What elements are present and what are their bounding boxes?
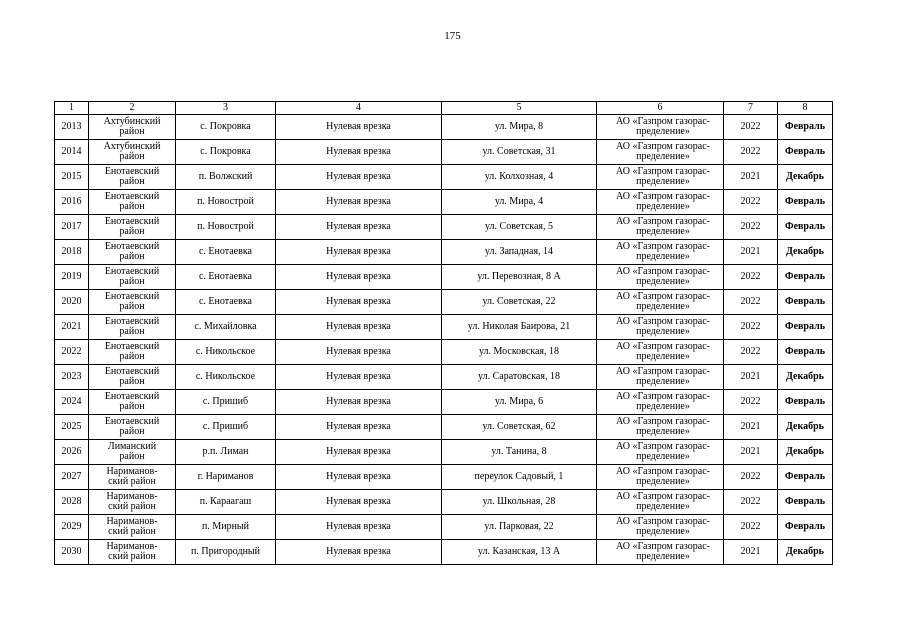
district-line-2: ский район <box>108 551 156 562</box>
address-cell: ул. Западная, 14 <box>442 240 597 265</box>
table-row <box>55 490 833 515</box>
work-type-cell: Нулевая врезка <box>276 315 442 340</box>
district-cell <box>89 115 176 140</box>
year-cell: 2021 <box>724 365 778 390</box>
year-cell: 2022 <box>724 515 778 540</box>
row-number: 2022 <box>55 340 89 365</box>
organization-line-2: пределение» <box>636 426 690 437</box>
table-row <box>55 390 833 415</box>
organization-line-2: пределение» <box>636 126 690 137</box>
district-line-1: Нариманов- <box>106 516 158 527</box>
organization-cell <box>597 440 724 465</box>
work-type-cell: Нулевая врезка <box>276 540 442 565</box>
organization-line-2: пределение» <box>636 276 690 287</box>
district-line-1: Енотаевский <box>104 241 160 252</box>
address-cell: ул. Мира, 4 <box>442 190 597 215</box>
row-number: 2025 <box>55 415 89 440</box>
organization-line-1: АО «Газпром газорас- <box>616 216 710 227</box>
settlement-cell: с. Пришиб <box>176 390 276 415</box>
month-cell: Февраль <box>778 315 833 340</box>
year-cell: 2022 <box>724 315 778 340</box>
district-cell <box>89 415 176 440</box>
organization-line-1: АО «Газпром газорас- <box>616 116 710 127</box>
address-cell: ул. Советская, 5 <box>442 215 597 240</box>
row-number: 2017 <box>55 215 89 240</box>
district-line-2: район <box>119 376 145 387</box>
address-cell: ул. Колхозная, 4 <box>442 165 597 190</box>
settlement-cell: п. Караагаш <box>176 490 276 515</box>
district-cell <box>89 290 176 315</box>
organization-cell <box>597 290 724 315</box>
row-number: 2024 <box>55 390 89 415</box>
month-cell: Февраль <box>778 140 833 165</box>
header-cell-2: 2 <box>89 102 176 115</box>
organization-cell <box>597 490 724 515</box>
organization-cell <box>597 165 724 190</box>
organization-line-2: пределение» <box>636 526 690 537</box>
settlement-cell: п. Пригородный <box>176 540 276 565</box>
district-line-1: Ахтубинский <box>103 141 161 152</box>
organization-line-2: пределение» <box>636 551 690 562</box>
organization-line-2: пределение» <box>636 451 690 462</box>
row-number: 2013 <box>55 115 89 140</box>
organization-line-1: АО «Газпром газорас- <box>616 441 710 452</box>
month-cell: Декабрь <box>778 540 833 565</box>
address-cell: ул. Мира, 8 <box>442 115 597 140</box>
organization-line-2: пределение» <box>636 376 690 387</box>
address-cell: ул. Школьная, 28 <box>442 490 597 515</box>
settlement-cell: р.п. Лиман <box>176 440 276 465</box>
district-cell <box>89 515 176 540</box>
organization-line-2: пределение» <box>636 401 690 412</box>
table-row <box>55 440 833 465</box>
district-cell <box>89 440 176 465</box>
year-cell: 2022 <box>724 490 778 515</box>
year-cell: 2022 <box>724 140 778 165</box>
month-cell: Февраль <box>778 115 833 140</box>
work-type-cell: Нулевая врезка <box>276 340 442 365</box>
table-row <box>55 140 833 165</box>
table-row <box>55 540 833 565</box>
district-cell <box>89 240 176 265</box>
organization-cell <box>597 365 724 390</box>
row-number: 2030 <box>55 540 89 565</box>
organization-line-1: АО «Газпром газорас- <box>616 341 710 352</box>
work-type-cell: Нулевая врезка <box>276 415 442 440</box>
address-cell: ул. Казанская, 13 А <box>442 540 597 565</box>
month-cell: Декабрь <box>778 240 833 265</box>
row-number: 2028 <box>55 490 89 515</box>
organization-line-2: пределение» <box>636 476 690 487</box>
year-cell: 2022 <box>724 290 778 315</box>
year-cell: 2022 <box>724 115 778 140</box>
district-line-2: район <box>119 401 145 412</box>
district-line-2: район <box>119 151 145 162</box>
settlement-cell: с. Пришиб <box>176 415 276 440</box>
month-cell: Декабрь <box>778 415 833 440</box>
table-row <box>55 165 833 190</box>
organization-cell <box>597 540 724 565</box>
work-type-cell: Нулевая врезка <box>276 240 442 265</box>
organization-line-1: АО «Газпром газорас- <box>616 191 710 202</box>
organization-line-2: пределение» <box>636 501 690 512</box>
district-line-1: Лиманский <box>107 441 157 452</box>
work-type-cell: Нулевая врезка <box>276 215 442 240</box>
district-line-1: Енотаевский <box>104 191 160 202</box>
district-cell <box>89 315 176 340</box>
row-number: 2020 <box>55 290 89 315</box>
organization-line-2: пределение» <box>636 226 690 237</box>
organization-line-2: пределение» <box>636 201 690 212</box>
header-cell-7: 7 <box>724 102 778 115</box>
organization-cell <box>597 515 724 540</box>
district-cell <box>89 140 176 165</box>
year-cell: 2021 <box>724 540 778 565</box>
district-line-2: район <box>119 126 145 137</box>
month-cell: Февраль <box>778 340 833 365</box>
settlement-cell: п. Волжский <box>176 165 276 190</box>
address-cell: ул. Перевозная, 8 А <box>442 265 597 290</box>
row-number: 2018 <box>55 240 89 265</box>
header-cell-8: 8 <box>778 102 833 115</box>
organization-line-1: АО «Газпром газорас- <box>616 291 710 302</box>
work-type-cell: Нулевая врезка <box>276 115 442 140</box>
work-type-cell: Нулевая врезка <box>276 190 442 215</box>
address-cell: переулок Садовый, 1 <box>442 465 597 490</box>
year-cell: 2021 <box>724 165 778 190</box>
work-type-cell: Нулевая врезка <box>276 390 442 415</box>
settlement-cell: с. Михайловка <box>176 315 276 340</box>
district-line-1: Енотаевский <box>104 316 160 327</box>
organization-line-2: пределение» <box>636 151 690 162</box>
table-row <box>55 240 833 265</box>
month-cell: Февраль <box>778 265 833 290</box>
month-cell: Февраль <box>778 390 833 415</box>
organization-line-1: АО «Газпром газорас- <box>616 366 710 377</box>
district-cell <box>89 265 176 290</box>
settlement-cell: с. Никольское <box>176 340 276 365</box>
registry-table <box>54 101 833 565</box>
table-body <box>55 115 833 565</box>
table-row <box>55 340 833 365</box>
header-cell-1: 1 <box>55 102 89 115</box>
district-line-1: Енотаевский <box>104 416 160 427</box>
organization-line-1: АО «Газпром газорас- <box>616 516 710 527</box>
district-line-1: Нариманов- <box>106 491 158 502</box>
organization-line-1: АО «Газпром газорас- <box>616 316 710 327</box>
district-line-2: район <box>119 201 145 212</box>
district-line-2: район <box>119 251 145 262</box>
table-row <box>55 415 833 440</box>
page-number: 175 <box>444 30 461 42</box>
settlement-cell: г. Нариманов <box>176 465 276 490</box>
district-cell <box>89 340 176 365</box>
district-line-1: Ахтубинский <box>103 116 161 127</box>
address-cell: ул. Советская, 22 <box>442 290 597 315</box>
year-cell: 2022 <box>724 340 778 365</box>
header-cell-5: 5 <box>442 102 597 115</box>
table-header <box>55 102 833 115</box>
organization-cell <box>597 265 724 290</box>
settlement-cell: п. Мирный <box>176 515 276 540</box>
month-cell: Декабрь <box>778 440 833 465</box>
year-cell: 2022 <box>724 215 778 240</box>
address-cell: ул. Николая Баирова, 21 <box>442 315 597 340</box>
settlement-cell: с. Покровка <box>176 115 276 140</box>
settlement-cell: с. Енотаевка <box>176 290 276 315</box>
organization-line-2: пределение» <box>636 351 690 362</box>
district-line-2: район <box>119 451 145 462</box>
organization-line-2: пределение» <box>636 176 690 187</box>
month-cell: Февраль <box>778 515 833 540</box>
row-number: 2027 <box>55 465 89 490</box>
district-line-1: Енотаевский <box>104 341 160 352</box>
work-type-cell: Нулевая врезка <box>276 515 442 540</box>
row-number: 2014 <box>55 140 89 165</box>
district-line-2: район <box>119 301 145 312</box>
settlement-cell: с. Покровка <box>176 140 276 165</box>
row-number: 2015 <box>55 165 89 190</box>
organization-line-2: пределение» <box>636 326 690 337</box>
organization-cell <box>597 390 724 415</box>
organization-line-1: АО «Газпром газорас- <box>616 466 710 477</box>
address-cell: ул. Танина, 8 <box>442 440 597 465</box>
row-number: 2016 <box>55 190 89 215</box>
district-cell <box>89 390 176 415</box>
settlement-cell: с. Никольское <box>176 365 276 390</box>
organization-cell <box>597 215 724 240</box>
month-cell: Февраль <box>778 490 833 515</box>
table-row <box>55 515 833 540</box>
settlement-cell: п. Новострой <box>176 215 276 240</box>
header-cell-6: 6 <box>597 102 724 115</box>
organization-cell <box>597 340 724 365</box>
district-line-1: Нариманов- <box>106 541 158 552</box>
work-type-cell: Нулевая врезка <box>276 490 442 515</box>
year-cell: 2021 <box>724 440 778 465</box>
organization-cell <box>597 240 724 265</box>
organization-cell <box>597 190 724 215</box>
table-row <box>55 365 833 390</box>
work-type-cell: Нулевая врезка <box>276 140 442 165</box>
year-cell: 2022 <box>724 465 778 490</box>
year-cell: 2022 <box>724 190 778 215</box>
year-cell: 2022 <box>724 265 778 290</box>
district-line-1: Енотаевский <box>104 291 160 302</box>
address-cell: ул. Парковая, 22 <box>442 515 597 540</box>
settlement-cell: с. Енотаевка <box>176 265 276 290</box>
table-row <box>55 315 833 340</box>
district-line-2: район <box>119 176 145 187</box>
district-line-2: ский район <box>108 501 156 512</box>
year-cell: 2021 <box>724 240 778 265</box>
organization-line-1: АО «Газпром газорас- <box>616 416 710 427</box>
month-cell: Декабрь <box>778 365 833 390</box>
organization-line-1: АО «Газпром газорас- <box>616 491 710 502</box>
header-cell-3: 3 <box>176 102 276 115</box>
address-cell: ул. Советская, 31 <box>442 140 597 165</box>
district-line-1: Енотаевский <box>104 266 160 277</box>
row-number: 2021 <box>55 315 89 340</box>
month-cell: Февраль <box>778 465 833 490</box>
year-cell: 2021 <box>724 415 778 440</box>
table-row <box>55 465 833 490</box>
address-cell: ул. Мира, 6 <box>442 390 597 415</box>
district-cell <box>89 540 176 565</box>
row-number: 2023 <box>55 365 89 390</box>
organization-cell <box>597 465 724 490</box>
organization-cell <box>597 140 724 165</box>
organization-line-1: АО «Газпром газорас- <box>616 541 710 552</box>
address-cell: ул. Советская, 62 <box>442 415 597 440</box>
table-row <box>55 115 833 140</box>
organization-cell <box>597 415 724 440</box>
table-row <box>55 290 833 315</box>
district-line-2: ский район <box>108 476 156 487</box>
district-line-2: район <box>119 226 145 237</box>
district-cell <box>89 215 176 240</box>
organization-line-1: АО «Газпром газорас- <box>616 141 710 152</box>
district-line-1: Енотаевский <box>104 366 160 377</box>
district-line-1: Нариманов- <box>106 466 158 477</box>
district-line-2: район <box>119 351 145 362</box>
work-type-cell: Нулевая врезка <box>276 440 442 465</box>
organization-line-1: АО «Газпром газорас- <box>616 241 710 252</box>
settlement-cell: с. Енотаевка <box>176 240 276 265</box>
organization-cell <box>597 115 724 140</box>
work-type-cell: Нулевая врезка <box>276 290 442 315</box>
district-line-2: район <box>119 426 145 437</box>
address-cell: ул. Московская, 18 <box>442 340 597 365</box>
row-number: 2029 <box>55 515 89 540</box>
district-line-2: район <box>119 276 145 287</box>
organization-line-1: АО «Газпром газорас- <box>616 266 710 277</box>
district-cell <box>89 365 176 390</box>
organization-line-2: пределение» <box>636 301 690 312</box>
month-cell: Февраль <box>778 190 833 215</box>
district-line-2: ский район <box>108 526 156 537</box>
row-number: 2019 <box>55 265 89 290</box>
month-cell: Февраль <box>778 215 833 240</box>
month-cell: Февраль <box>778 290 833 315</box>
table-row <box>55 265 833 290</box>
work-type-cell: Нулевая врезка <box>276 165 442 190</box>
district-cell <box>89 465 176 490</box>
year-cell: 2022 <box>724 390 778 415</box>
district-cell <box>89 165 176 190</box>
district-line-1: Енотаевский <box>104 391 160 402</box>
work-type-cell: Нулевая врезка <box>276 365 442 390</box>
organization-cell <box>597 315 724 340</box>
work-type-cell: Нулевая врезка <box>276 265 442 290</box>
month-cell: Декабрь <box>778 165 833 190</box>
organization-line-1: АО «Газпром газорас- <box>616 166 710 177</box>
row-number: 2026 <box>55 440 89 465</box>
work-type-cell: Нулевая врезка <box>276 465 442 490</box>
table-row <box>55 190 833 215</box>
district-cell <box>89 190 176 215</box>
header-cell-4: 4 <box>276 102 442 115</box>
header-row <box>55 102 833 115</box>
table-row <box>55 215 833 240</box>
district-line-2: район <box>119 326 145 337</box>
organization-line-1: АО «Газпром газорас- <box>616 391 710 402</box>
address-cell: ул. Саратовская, 18 <box>442 365 597 390</box>
district-line-1: Енотаевский <box>104 216 160 227</box>
organization-line-2: пределение» <box>636 251 690 262</box>
district-line-1: Енотаевский <box>104 166 160 177</box>
settlement-cell: п. Новострой <box>176 190 276 215</box>
district-cell <box>89 490 176 515</box>
